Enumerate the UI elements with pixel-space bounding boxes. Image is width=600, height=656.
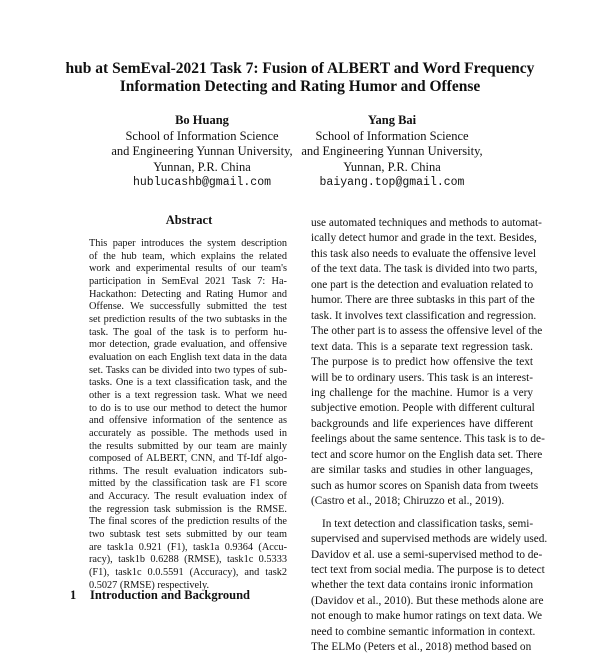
text-line: are similar tasks and studies in other languages, <box>311 464 533 477</box>
text-line: composed of ALBERT, CNN, and Tf-Idf algo- <box>89 453 287 465</box>
text-line: (Davidov et al., 2010). But these methods alone are <box>311 594 544 607</box>
text-line: task. The goal of the task is to perform hu- <box>89 326 287 338</box>
abstract-heading: Abstract <box>165 213 213 227</box>
text-line: this task also needs to evaluate the offensive level <box>311 247 537 260</box>
text-line: (F1), task1c 0.0.5591 (Accuracy), and task2 <box>89 567 287 579</box>
text-line: mor detection, grade evaluation, and offensive <box>89 339 287 351</box>
author-location: Yunnan, P.R. China <box>343 159 441 174</box>
text-line: two subtask test sets submitted by our team <box>89 529 287 541</box>
text-line: Offense. We successfully submitted the test <box>89 301 287 313</box>
text-line: participation in SemEval 2021 Task 7: Ha- <box>89 275 287 287</box>
text-line: mitted by the classification task are F1 score <box>89 478 287 490</box>
text-line: This paper introduces the system description <box>89 238 287 249</box>
text-line: Davidov et al. use a semi-supervised method to de- <box>311 548 543 561</box>
text-line: The final scores of the prediction results of the <box>89 516 287 528</box>
text-line: In text detection and classification tasks, semi- <box>322 517 534 530</box>
section-number: 1 <box>70 588 77 602</box>
text-line: feelings about the same sentence. This task is to de- <box>311 433 545 446</box>
text-line: ically detect humor and grade in the text. Besides, <box>311 232 537 245</box>
section-title: Introduction and Background <box>90 588 251 602</box>
paper-title <box>0 60 600 96</box>
text-line: (Castro et al., 2018; Chiruzzo et al., 2019). <box>311 495 505 508</box>
text-line: other is a text regression task. What we need <box>89 389 287 401</box>
text-line: text data. This is a separate text regression task. <box>311 340 533 353</box>
text-line: whether the text data contains ironic information <box>311 579 533 592</box>
author-location: Yunnan, P.R. China <box>153 159 251 174</box>
text-line: The other part is to assess the offensive level of the <box>311 325 543 338</box>
text-line: are task1a 0.921 (F1), task1a 0.9364 (Accu- <box>89 541 287 553</box>
text-line: task. It involves text classification and regression. <box>311 309 537 322</box>
text-line: not enough to make humor ratings on text data. We <box>311 610 543 623</box>
author-affiliation: School of Information Science <box>315 128 469 143</box>
intro-paragraph <box>311 216 545 510</box>
intro-paragraph <box>311 517 548 656</box>
abstract-body <box>89 238 287 592</box>
text-line: work and experimental results of our team's <box>89 263 287 275</box>
text-line: the results submitted by our team are mainly <box>89 440 287 452</box>
text-line: use automated techniques and methods to automat- <box>311 217 542 229</box>
text-line: need to combine semantic information in context. <box>311 625 536 638</box>
section-heading <box>70 588 250 603</box>
text-line: The purpose is to predict how offensive the text <box>311 356 533 369</box>
text-line: tect text from social media. The purpose is to detect <box>311 563 545 576</box>
author-name: Bo Huang <box>175 113 229 127</box>
text-line: the regression task submission is the RMSE. <box>89 503 287 515</box>
author-email: baiyang.top@gmail.com <box>319 176 465 189</box>
text-line: Hackathon: Detecting and Rating Humor and <box>89 288 287 300</box>
text-line: will be to ordinary users. This task is an interest- <box>311 371 533 384</box>
text-line: rithms. The result evaluation indicators sub- <box>89 465 287 477</box>
author-name: Yang Bai <box>367 113 417 127</box>
author-affiliation: and Engineering Yunnan University, <box>301 144 483 158</box>
text-line: one part is the detection and evaluation related to <box>311 278 534 291</box>
text-line: ing challenge for the machine. Humor is a very <box>311 386 533 399</box>
text-line: backgrounds and life experiences have different <box>311 417 533 430</box>
author-block-2 <box>272 113 512 191</box>
text-line: of the hub team, which explains the related <box>89 250 287 262</box>
author-email: hublucashb@gmail.com <box>132 176 272 189</box>
author-affiliation: School of Information Science <box>125 128 279 143</box>
text-line: accurately as possible. The methods used in <box>89 427 287 439</box>
text-line: humor. There are three subtasks in this part of the <box>311 294 535 307</box>
title-line-2: Information Detecting and Rating Humor and Offense <box>119 78 481 95</box>
text-line: 0.5027 (RMSE) respectively. <box>89 579 210 591</box>
text-line: to do is to use our method to detect the humor <box>89 402 287 414</box>
author-affiliation: and Engineering Yunnan University, <box>111 144 293 158</box>
text-line: supervised and supervised methods are widely used. <box>311 533 548 546</box>
text-line: tasks. One is a text classification task, and the <box>89 377 287 389</box>
text-line: tect and score humor on the English data set. There <box>311 448 543 461</box>
text-line: and Accuracy. The result evaluation index of <box>89 491 287 503</box>
text-line: such as humor scores on Spanish data from tweets <box>311 479 539 492</box>
text-line: evaluation on each English text data in the data <box>89 351 287 363</box>
text-line: set prediction results of the two subtasks in the <box>89 313 287 325</box>
text-line: racy), task1b 0.6288 (RMSE), task1c 0.5333 <box>89 554 287 566</box>
text-line: subjective emotion. People with different cultural <box>311 402 535 415</box>
text-line: set. Tasks can be divided into two types of sub- <box>89 364 287 376</box>
right-column-text <box>311 216 548 656</box>
title-line-1: hub at SemEval-2021 Task 7: Fusion of ALBERT and Word Frequency <box>65 60 535 77</box>
text-line: and offensive information of the sentence as <box>89 415 287 427</box>
text-line: of the text data. The task is divided into two parts, <box>311 263 538 276</box>
text-line: The ELMo (Peters et al., 2018) method based on <box>311 641 532 654</box>
